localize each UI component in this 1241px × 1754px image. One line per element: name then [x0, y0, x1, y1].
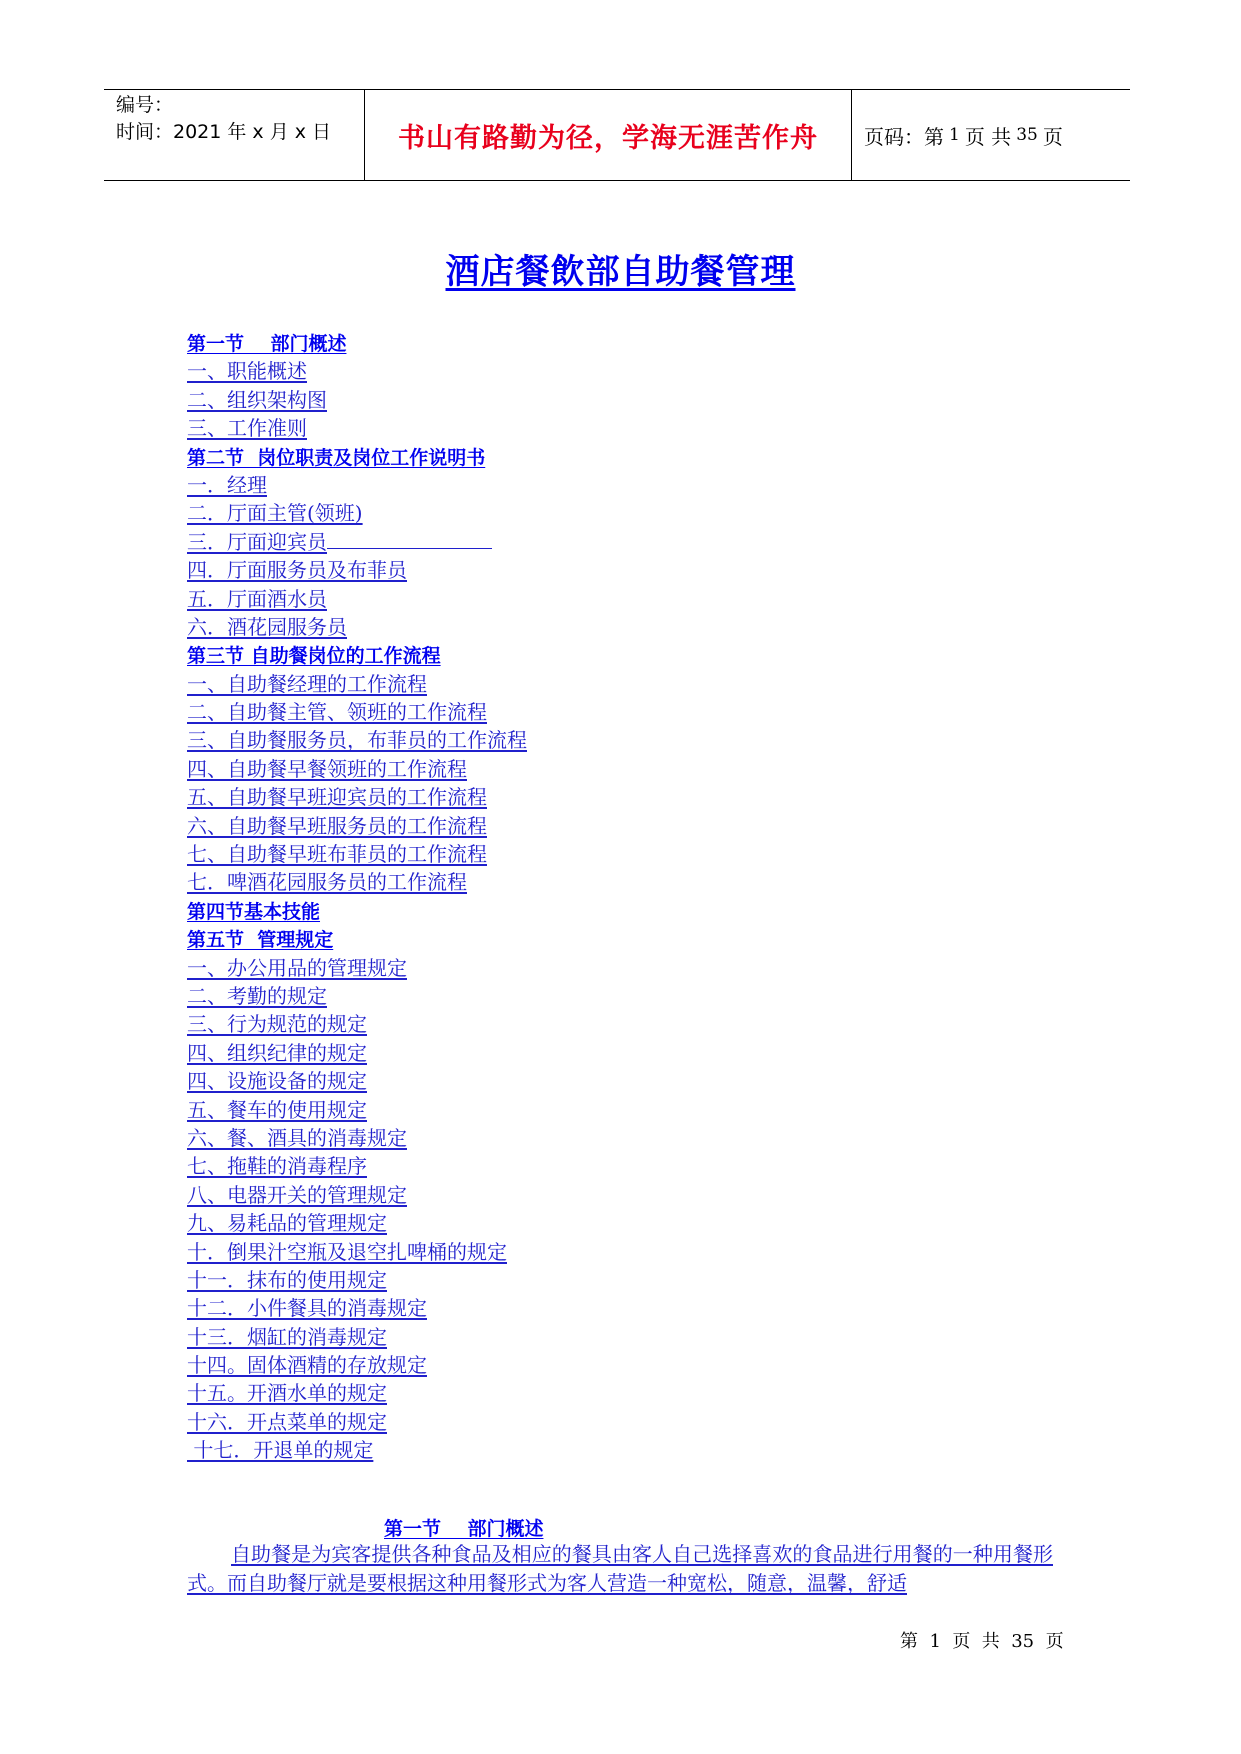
toc-section: [187, 641, 527, 669]
toc-item-link[interactable]: 十．倒果汁空瓶及退空扎啤桶的规定: [187, 1239, 507, 1264]
toc-item-link[interactable]: 一、职能概述: [187, 359, 307, 384]
toc-item: [187, 585, 527, 613]
toc-item: [187, 471, 527, 499]
toc-item: [187, 357, 527, 385]
toc-item-link[interactable]: 十三．烟缸的消毒规定: [187, 1324, 387, 1349]
toc-item: [187, 1096, 527, 1124]
toc-item-link[interactable]: 五．厅面酒水员: [187, 586, 327, 611]
toc-item-link[interactable]: 九、易耗品的管理规定: [187, 1211, 387, 1236]
toc-item-link[interactable]: 六、餐、酒具的消毒规定: [187, 1125, 407, 1150]
toc-section-link[interactable]: 第五节 管理规定: [187, 929, 334, 952]
toc-item-link[interactable]: 六、自助餐早班服务员的工作流程: [187, 813, 487, 838]
toc-item: [187, 726, 527, 754]
toc-item: [187, 1266, 527, 1294]
body-paragraph[interactable]: 自助餐是为宾客提供各种食品及相应的餐具由客人自己选择喜欢的食品进行用餐的一种用餐形式。而自助餐厅就是要根据这种用餐形式为客人营造一种宽松，随意，温馨，舒适: [187, 1542, 1053, 1595]
toc-item: [187, 1010, 527, 1038]
toc-item: [187, 499, 527, 527]
toc-item-link[interactable]: 十五。开酒水单的规定: [187, 1381, 387, 1406]
toc-item: [187, 1039, 527, 1067]
toc-item: [187, 414, 527, 442]
toc-section: [187, 925, 527, 953]
toc-item-link[interactable]: 三、自助餐服务员，布菲员的工作流程: [187, 728, 527, 753]
toc-item-link[interactable]: 一、办公用品的管理规定: [187, 955, 407, 980]
toc-item: [187, 528, 527, 556]
toc-item: [187, 1238, 527, 1266]
toc-item-link[interactable]: 三．厅面迎宾员: [187, 529, 327, 554]
toc-item: [187, 556, 527, 584]
toc-item: [187, 1294, 527, 1322]
toc-item-link[interactable]: 三、工作准则: [187, 416, 307, 441]
toc-item-link[interactable]: 十六．开点菜单的规定: [187, 1409, 387, 1434]
toc-item: [187, 982, 527, 1010]
toc-item-link[interactable]: 三、行为规范的规定: [187, 1012, 367, 1037]
toc-item: [187, 1408, 527, 1436]
toc-item-link[interactable]: 二、考勤的规定: [187, 983, 327, 1008]
toc-section: [187, 897, 527, 925]
toc-item: [187, 1152, 527, 1180]
page-footer: 第 1 页 共 35 页: [900, 1631, 1064, 1652]
toc-item-link[interactable]: 一．经理: [187, 472, 267, 497]
toc-item: [187, 1436, 527, 1464]
date-label: 时间：2021 年 x 月 x 日: [116, 121, 332, 143]
toc-underline-extension: [327, 547, 492, 549]
toc-item-link[interactable]: 二．厅面主管(领班): [187, 501, 363, 526]
toc-item-link[interactable]: 二、自助餐主管、领班的工作流程: [187, 700, 487, 725]
toc-item: [187, 386, 527, 414]
toc-item: [187, 670, 527, 698]
toc-item: [187, 954, 527, 982]
toc-item: [187, 1379, 527, 1407]
toc-item-link[interactable]: 十一．抹布的使用规定: [187, 1267, 387, 1292]
header-meta-cell: [104, 90, 365, 180]
toc-item-link[interactable]: 四、设施设备的规定: [187, 1069, 367, 1094]
page-prefix: 页码：第: [864, 124, 944, 149]
section-heading[interactable]: 第一节 部门概述: [384, 1518, 544, 1540]
toc-item-link[interactable]: 四、组织纪律的规定: [187, 1040, 367, 1065]
motto-cell: [365, 90, 852, 180]
table-of-contents: [187, 329, 527, 1465]
toc-item: [187, 698, 527, 726]
toc-item-link[interactable]: 七、自助餐早班布菲员的工作流程: [187, 842, 487, 867]
toc-section: [187, 443, 527, 471]
toc-item-link[interactable]: 一、自助餐经理的工作流程: [187, 671, 427, 696]
toc-item: [187, 1124, 527, 1152]
page-number-cell: [852, 90, 1130, 180]
serial-number-label: 编号：: [116, 94, 174, 116]
toc-item-link[interactable]: 四、自助餐早餐领班的工作流程: [187, 756, 467, 781]
toc-item-link[interactable]: 十四。固体酒精的存放规定: [187, 1353, 427, 1378]
toc-item-link[interactable]: 十二．小件餐具的消毒规定: [187, 1296, 427, 1321]
toc-section: [187, 329, 527, 357]
toc-item-link[interactable]: 八、电器开关的管理规定: [187, 1182, 407, 1207]
toc-item-link[interactable]: 五、餐车的使用规定: [187, 1097, 367, 1122]
toc-item: [187, 868, 527, 896]
motto-text: 书山有路勤为径，学海无涯苦作舟: [398, 122, 818, 154]
toc-item-link[interactable]: 四．厅面服务员及布菲员: [187, 558, 407, 583]
toc-item-link[interactable]: 二、组织架构图: [187, 387, 327, 412]
toc-item-link[interactable]: 七．啤酒花园服务员的工作流程: [187, 870, 467, 895]
toc-item: [187, 613, 527, 641]
toc-section-link[interactable]: 第一节 部门概述: [187, 333, 347, 355]
toc-section-link[interactable]: 第三节 自助餐岗位的工作流程: [187, 645, 441, 668]
toc-item-link[interactable]: 七、拖鞋的消毒程序: [187, 1154, 367, 1179]
toc-item-link[interactable]: 五、自助餐早班迎宾员的工作流程: [187, 785, 487, 810]
document-title[interactable]: 酒店餐飲部自助餐管理: [445, 252, 796, 292]
toc-item: [187, 1323, 527, 1351]
toc-item-link[interactable]: 六．酒花园服务员: [187, 614, 347, 639]
toc-item: [187, 1181, 527, 1209]
toc-item-link[interactable]: 十七．开退单的规定: [187, 1438, 374, 1463]
toc-item: [187, 840, 527, 868]
document-header: [104, 89, 1130, 181]
toc-item: [187, 1067, 527, 1095]
toc-section-link[interactable]: 第二节 岗位职责及岗位工作说明书: [187, 446, 486, 469]
toc-item: [187, 1351, 527, 1379]
toc-item: [187, 812, 527, 840]
page-mid: 页 共: [964, 124, 1012, 149]
page-total: 35: [1016, 125, 1038, 145]
toc-item: [187, 755, 527, 783]
page-current: 1: [949, 125, 960, 145]
toc-item: [187, 1209, 527, 1237]
toc-section-link[interactable]: 第四节基本技能: [187, 900, 321, 923]
page-suffix: 页: [1042, 124, 1063, 149]
toc-item: [187, 783, 527, 811]
